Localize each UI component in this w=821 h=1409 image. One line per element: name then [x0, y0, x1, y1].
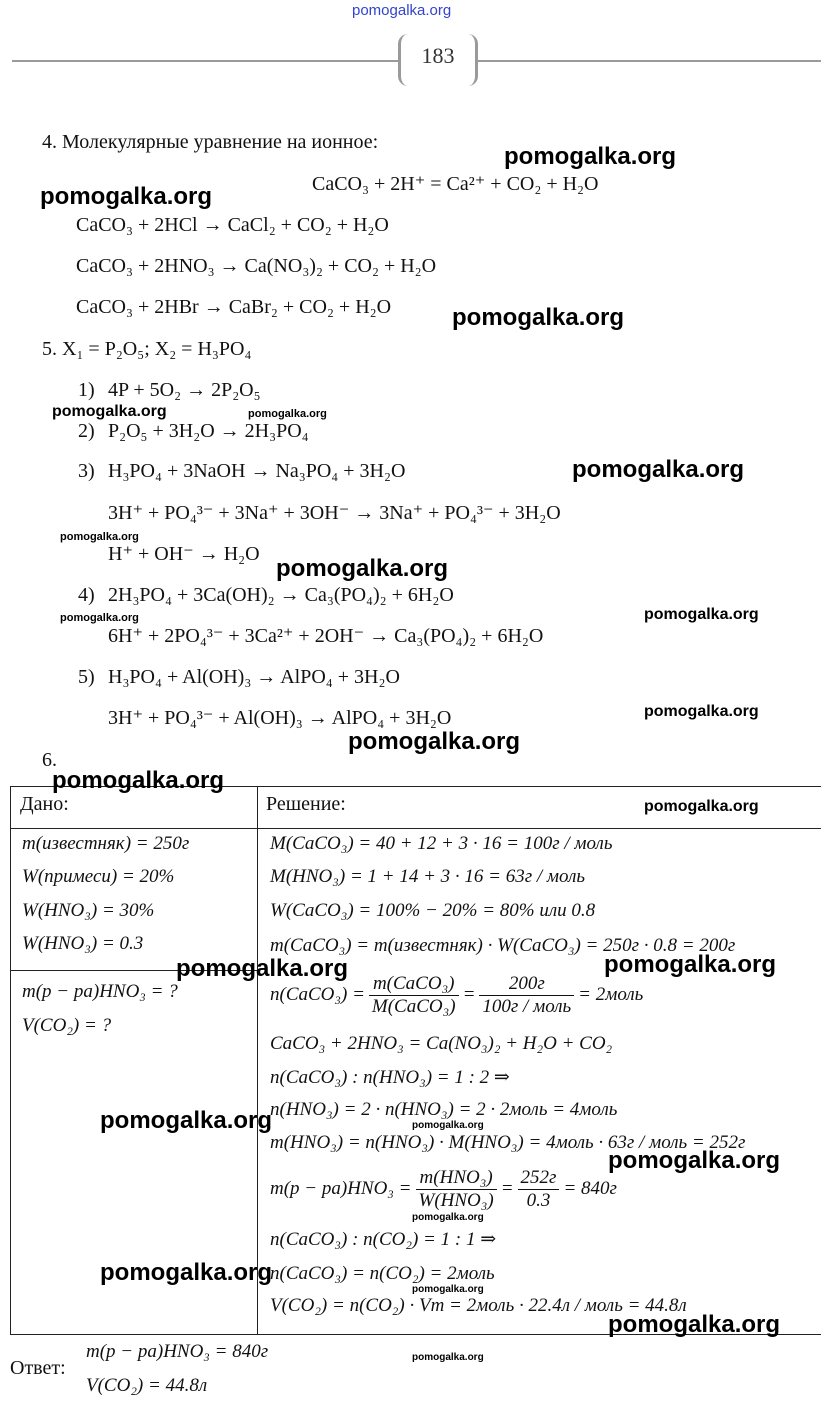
acid-solution-fraction	[416, 1167, 497, 1212]
given-impurity-fraction: W(примеси) = 20%	[22, 866, 175, 887]
header-rule-left	[12, 60, 398, 62]
watermark-text: pomogalka.org	[644, 798, 759, 815]
watermark-text: pomogalka.org	[644, 606, 759, 623]
watermark-text: pomogalka.org	[60, 612, 139, 624]
given-mass-limestone: m(известняк) = 250г	[22, 833, 190, 854]
moles-caco3-fraction	[369, 973, 459, 1018]
solution-mole-ratio-acid: n(CaCO₃) : n(HNO₃) = 1 : 2 ⇒	[270, 1067, 510, 1088]
task4-equation-1: CaCO₃ + 2HCl → CaCl₂ + CO₂ + H₂O	[76, 214, 389, 236]
task5-step2-number: 2)	[78, 420, 95, 442]
solution-fraction-caco3: W(CaCO₃) = 100% − 20% = 80% или 0.8	[270, 900, 596, 921]
solution-reaction-equation: CaCO₃ + 2HNO₃ = Ca(NO₃)₂ + H₂O + CO₂	[270, 1033, 613, 1054]
page-number-box	[398, 34, 478, 86]
task5-step3-ionic-full: 3H⁺ + PO₄³⁻ + 3Na⁺ + 3OH⁻ → 3Na⁺ + PO₄³⁻ + 3H₂O	[108, 502, 561, 524]
task5-step4-number: 4)	[78, 584, 95, 606]
fraction-numerator: m(CaCO₃)	[369, 973, 459, 996]
fraction-numerator: 200г	[479, 973, 574, 996]
task5-step3-ionic-short: H⁺ + OH⁻ → H₂O	[108, 543, 260, 565]
watermark-text: pomogalka.org	[604, 951, 777, 978]
moles-caco3-lhs: n(CaCO₃) =	[270, 984, 365, 1005]
watermark-text: pomogalka.org	[348, 728, 521, 755]
table-column-divider	[257, 786, 258, 1335]
watermark-text: pomogalka.org	[100, 1107, 273, 1134]
answer-solution-mass: m(p − pa)HNO₃ = 840г	[86, 1341, 269, 1362]
solution-mass-acid-solution	[270, 1164, 617, 1214]
task5-step2: P₂O₅ + 3H₂O → 2H₃PO₄	[108, 420, 309, 442]
table-left-border	[10, 786, 11, 1335]
watermark-text: pomogalka.org	[60, 531, 139, 543]
watermark-text: pomogalka.org	[52, 403, 167, 420]
watermark-text: pomogalka.org	[572, 456, 745, 483]
given-header: Дано:	[20, 793, 69, 815]
solution-mass-caco3: m(CaCO₃) = m(известняк) · W(CaCO₃) = 250г · 0.8 = 200г	[270, 935, 736, 956]
watermark-text: pomogalka.org	[412, 1352, 484, 1363]
moles-caco3-fraction-values	[479, 973, 574, 1018]
site-header-link[interactable]: pomogalka.org	[352, 2, 452, 19]
fraction-denominator: M(CaCO₃)	[371, 995, 456, 1017]
moles-caco3-equals: =	[462, 984, 476, 1005]
page-number: 183	[421, 43, 455, 68]
watermark-text: pomogalka.org	[276, 555, 449, 582]
fraction-denominator: 100г / моль	[482, 995, 572, 1017]
solution-volume-co2: V(CO₂) = n(CO₂) · Vm = 2моль · 22.4л / моль = 44.8л	[270, 1295, 687, 1316]
watermark-text: pomogalka.org	[100, 1259, 273, 1286]
task5-step1: 4P + 5O₂ → 2P₂O₅	[108, 379, 261, 401]
solution-header: Решение:	[266, 793, 346, 815]
task5-step3-number: 3)	[78, 460, 95, 482]
header-rule-right	[478, 60, 821, 62]
task4-ionic-equation: CaCO₃ + 2H⁺ = Ca²⁺ + CO₂ + H₂O	[312, 173, 599, 195]
solution-mass-hno3: m(HNO₃) = n(HNO₃) · M(HNO₃) = 4моль · 63г / моль = 252г	[270, 1132, 746, 1153]
solution-moles-hno3: n(HNO₃) = 2 · n(HNO₃) = 2 · 2моль = 4моль	[270, 1099, 618, 1120]
fraction-denominator: 0.3	[526, 1189, 551, 1211]
watermark-text: pomogalka.org	[176, 955, 349, 982]
watermark-text: pomogalka.org	[412, 1284, 484, 1295]
fraction-numerator: m(HNO₃)	[416, 1167, 497, 1190]
fraction-numerator: 252г	[518, 1167, 560, 1190]
solution-molar-mass-hno3: M(HNO₃) = 1 + 14 + 3 · 16 = 63г / моль	[270, 866, 586, 887]
task5-step3: H₃PO₄ + 3NaOH → Na₃PO₄ + 3H₂O	[108, 460, 406, 482]
acid-solution-fraction-values	[518, 1167, 560, 1212]
watermark-text: pomogalka.org	[452, 304, 625, 331]
fraction-denominator: W(HNO₃)	[418, 1189, 494, 1211]
watermark-text: pomogalka.org	[248, 408, 327, 420]
task4-equation-3: CaCO₃ + 2HBr → CaBr₂ + CO₂ + H₂O	[76, 296, 392, 318]
task5-step5-ionic: 3H⁺ + PO₄³⁻ + Al(OH)₃ → AlPO₄ + 3H₂O	[108, 707, 452, 729]
watermark-text: pomogalka.org	[40, 183, 213, 210]
solution-mole-ratio-co2: n(CaCO₃) : n(CO₂) = 1 : 1 ⇒	[270, 1229, 497, 1250]
watermark-text: pomogalka.org	[504, 143, 677, 170]
task5-step4: 2H₃PO₄ + 3Ca(OH)₂ → Ca₃(PO₄)₂ + 6H₂O	[108, 584, 454, 606]
task5-step1-number: 1)	[78, 379, 95, 401]
watermark-text: pomogalka.org	[52, 767, 225, 794]
solution-molar-mass-caco3: M(CaCO₃) = 40 + 12 + 3 · 16 = 100г / моль	[270, 833, 613, 854]
answer-co2-volume: V(CO₂) = 44.8л	[86, 1375, 208, 1396]
acid-solution-equals: =	[500, 1178, 514, 1199]
find-co2-volume: V(CO₂) = ?	[22, 1015, 112, 1036]
task4-equation-2: CaCO₃ + 2HNO₃ → Ca(NO₃)₂ + CO₂ + H₂O	[76, 255, 437, 277]
task5-step4-ionic: 6H⁺ + 2PO₄³⁻ + 3Ca²⁺ + 2OH⁻ → Ca₃(PO₄)₂ + 6H₂O	[108, 625, 544, 647]
task4-title: 4. Молекулярные уравнение на ионное:	[42, 131, 379, 153]
task6-number: 6.	[42, 749, 57, 771]
acid-solution-result: = 840г	[563, 1178, 617, 1199]
task5-step5-number: 5)	[78, 666, 95, 688]
acid-solution-lhs: m(p − pa)HNO₃ =	[270, 1178, 412, 1199]
watermark-text: pomogalka.org	[644, 703, 759, 720]
task5-title: 5. X₁ = P₂O₅; X₂ = H₃PO₄	[42, 338, 252, 360]
answer-label: Ответ:	[10, 1357, 66, 1379]
watermark-text: pomogalka.org	[608, 1147, 781, 1174]
find-solution-mass: m(p − pa)HNO₃ = ?	[22, 981, 178, 1002]
watermark-text: pomogalka.org	[412, 1120, 484, 1131]
given-acid-fraction-decimal: W(HNO₃) = 0.3	[22, 933, 144, 954]
moles-caco3-result: = 2моль	[578, 984, 644, 1005]
task5-step5: H₃PO₄ + Al(OH)₃ → AlPO₄ + 3H₂O	[108, 666, 400, 688]
solution-moles-co2: n(CaCO₃) = n(CO₂) = 2моль	[270, 1263, 495, 1284]
given-acid-fraction-percent: W(HNO₃) = 30%	[22, 900, 155, 921]
table-header-border	[10, 828, 821, 829]
watermark-text: pomogalka.org	[412, 1212, 484, 1223]
watermark-text: pomogalka.org	[608, 1311, 781, 1338]
